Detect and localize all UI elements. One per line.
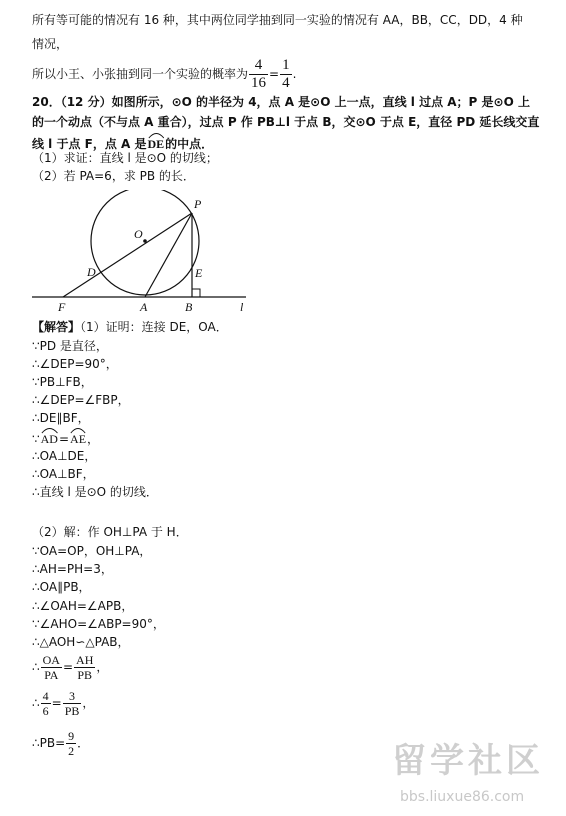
problem-20-line-2: 的一个动点（不与点 A 重合），过点 P 作 PB⊥l 于点 B，交⊙O 于点 E，直径 PD 延长线交直	[32, 115, 540, 129]
comma: ，	[96, 660, 109, 674]
problem-text: 的中点．	[165, 137, 214, 151]
part2-step-5: ∵∠AHO=∠ABP=90°，	[32, 617, 165, 631]
line-ap	[145, 213, 192, 297]
part2-step-1: ∵OA=OP，OH⊥PA，	[32, 544, 152, 558]
arc-mark-icon	[148, 131, 165, 139]
fraction-4-6	[41, 690, 51, 717]
problem-20-line-1: 20．（12 分）如图所示，⊙O 的半径为 4，点 A 是⊙O 上一点，直线 l 过点 A；P 是⊙O 上	[32, 95, 530, 109]
proof-step-8: ∴OA⊥BF，	[32, 467, 95, 481]
center-dot	[143, 239, 147, 243]
fraction-denominator: 16	[251, 75, 267, 91]
fraction-numerator: 3	[63, 690, 82, 704]
probability-text: 所以小王、小张抽到同一个实验的概率为	[32, 67, 249, 81]
watermark-logo: 留学社区	[392, 741, 544, 781]
question-2: （2）若 PA=6，求 PB 的长．	[32, 169, 195, 183]
proof-step-2: ∴∠DEP=90°，	[32, 357, 118, 371]
fraction-numerator: 4	[249, 58, 268, 75]
fraction-9-2	[66, 730, 76, 757]
watermark-url: bbs.liuxue86.com	[400, 789, 525, 805]
fraction-3-pb	[63, 690, 82, 717]
text-line-2: 情况，	[32, 37, 69, 51]
fraction-denominator: PA	[44, 668, 59, 682]
arc-ae	[70, 428, 86, 445]
part2-step-6: ∴△AOH∽△PAB，	[32, 635, 130, 649]
proof-step-6	[32, 428, 99, 445]
part2-step-7	[32, 654, 108, 681]
arc-label: AD	[40, 432, 58, 446]
part2-step-2: ∴AH=PH=3，	[32, 562, 113, 576]
period: ．	[77, 736, 90, 750]
equals-sign: =	[51, 696, 62, 710]
solution-proof-intro: （1）证明：连接 DE，OA．	[80, 320, 228, 334]
fraction-denominator: PB	[64, 704, 80, 718]
fraction-denominator: 6	[42, 704, 49, 718]
fraction-denominator: PB	[77, 668, 93, 682]
fraction-numerator: 1	[282, 57, 290, 73]
proof-step-4: ∴∠DEP=∠FBP，	[32, 393, 130, 407]
comma: ，	[82, 696, 95, 710]
proof-step-5: ∴DE∥BF，	[32, 411, 90, 425]
label-e: E	[195, 266, 203, 280]
question-1: （1）求证：直线 l 是⊙O 的切线；	[32, 151, 218, 165]
comma: ，	[87, 432, 100, 446]
therefore-symbol: ∴	[32, 696, 40, 710]
equals-sign: =	[62, 660, 74, 674]
fraction-denominator: 4	[282, 75, 290, 91]
line-fp	[63, 213, 192, 297]
proof-step-7: ∴OA⊥DE，	[32, 449, 97, 463]
equals-sign: =	[269, 67, 280, 81]
fraction-numerator: OA	[42, 653, 60, 667]
solution-heading	[32, 321, 228, 333]
therefore-symbol: ∴	[32, 660, 40, 674]
fraction-numerator: AH	[76, 653, 94, 667]
proof-step-9: ∴直线 l 是⊙O 的切线．	[32, 485, 158, 499]
arc-mark-icon	[41, 426, 58, 434]
part2-step-4: ∴∠OAH=∠APB，	[32, 599, 134, 613]
label-o: O	[134, 227, 143, 241]
problem-text: 线 l 于点 F，点 A 是	[32, 137, 147, 151]
fraction-ah-pb	[74, 654, 95, 681]
arc-label: DE	[147, 137, 165, 151]
part2-step-3: ∴OA∥PB，	[32, 580, 91, 594]
equals-sign: =	[58, 432, 70, 446]
arc-mark-icon	[70, 426, 86, 434]
part2-heading: （2）解：作 OH⊥PA 于 H．	[32, 525, 188, 539]
fraction-oa-pa	[41, 654, 62, 681]
label-f: F	[58, 300, 66, 314]
fraction-4-16	[249, 58, 268, 91]
arc-de	[148, 133, 165, 150]
label-a: A	[140, 300, 148, 314]
watermark	[392, 741, 562, 814]
fraction-denominator: 2	[68, 744, 75, 758]
label-b: B	[185, 300, 193, 314]
text-line-1: 所有等可能的情况有 16 种，其中两位同学抽到同一实验的情况有 AA，BB，CC，DD，4 种	[32, 13, 523, 27]
proof-step-1: ∵PD 是直径，	[32, 339, 108, 353]
fraction-numerator: 9	[68, 729, 75, 743]
period: .	[292, 67, 297, 81]
proof-step-3: ∵PB⊥FB，	[32, 375, 93, 389]
result-text: ∴PB=	[32, 736, 66, 750]
arc-label: AE	[70, 432, 87, 446]
label-p: P	[194, 197, 202, 211]
arc-ad	[41, 428, 58, 445]
problem-20-line-3	[32, 133, 213, 150]
fraction-numerator: 4	[42, 689, 49, 703]
label-l: l	[240, 300, 244, 314]
fraction-1-4	[280, 58, 292, 91]
because-symbol: ∵	[32, 432, 40, 446]
part2-step-9	[32, 730, 89, 757]
label-d: D	[87, 265, 96, 279]
solution-label: 【解答】	[32, 320, 81, 334]
part2-step-8	[32, 690, 94, 717]
geometry-diagram	[30, 190, 250, 318]
probability-line	[32, 58, 296, 91]
right-angle-icon	[192, 289, 200, 297]
